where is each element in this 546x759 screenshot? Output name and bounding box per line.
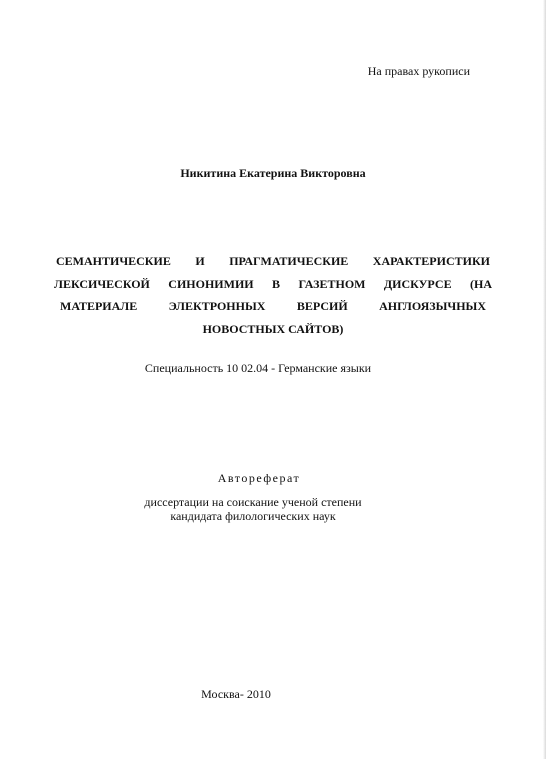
title-line-1: СЕМАНТИЧЕСКИЕ И ПРАГМАТИЧЕСКИЕ ХАРАКТЕРИСТИКИ — [56, 254, 490, 268]
degree-statement-line-2: кандидата филологических наук — [170, 509, 336, 523]
abstract-label: Автореферат — [217, 471, 301, 485]
title-line-4: НОВОСТНЫХ САЙТОВ) — [202, 321, 344, 336]
city-year: Москва- 2010 — [201, 687, 271, 701]
title-line-3: МАТЕРИАЛЕ ЭЛЕКТРОННЫХ ВЕРСИЙ АНГЛОЯЗЫЧНЫХ — [60, 299, 486, 313]
degree-statement-line-1: диссертации на соискание ученой степени — [144, 495, 362, 509]
specialty-line: Специальность 10 02.04 - Германские языки — [144, 361, 372, 375]
author-name: Никитина Екатерина Викторовна — [180, 166, 366, 180]
degree-statement — [0, 495, 506, 523]
rights-note: На правах рукописи — [367, 64, 470, 78]
title-line-2: ЛЕКСИЧЕСКОЙ СИНОНИМИИ В ГАЗЕТНОМ ДИСКУРСЕ (НА — [54, 276, 492, 291]
dissertation-title — [50, 250, 496, 340]
